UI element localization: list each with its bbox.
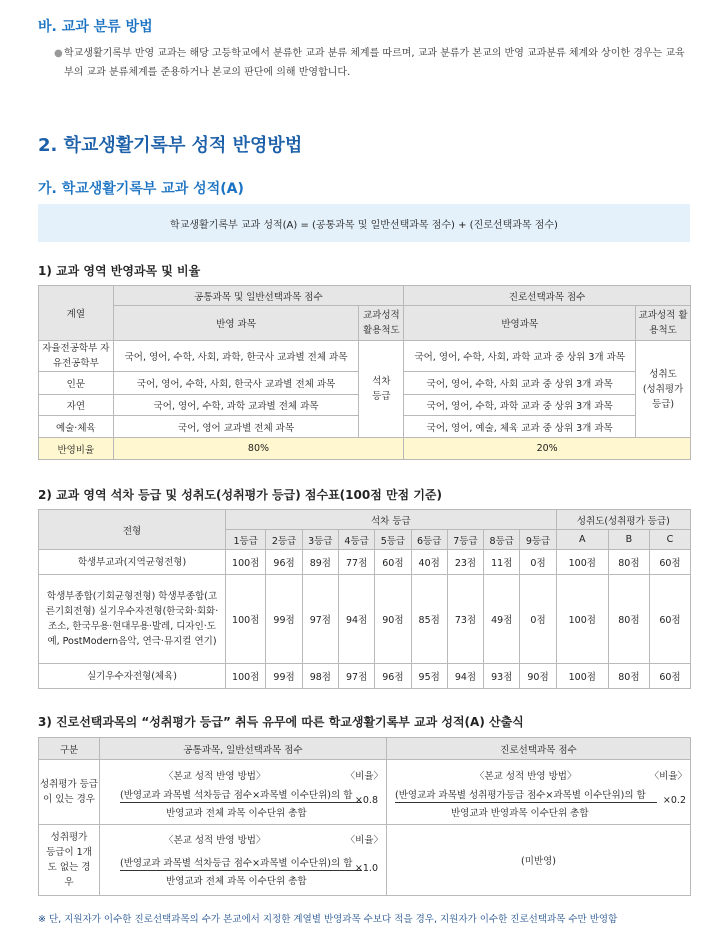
formula-text: 학교생활기록부 교과 성적(A) = (공통과목 및 일반선택과목 점수) + (진로선택과목 점수): [170, 219, 558, 231]
score-cell: 77점: [338, 550, 374, 575]
footnote: ※ 단, 지원자가 이수한 진로선택과목의 수가 본교에서 지정한 계열별 반영과목 수보다 적을 경우, 지원자가 이수한 진로선택과목 수만 반영함: [38, 914, 618, 925]
grade-header: 9등급: [520, 530, 556, 550]
common-subjects-cell: 국어, 영어, 수학, 과학 교과별 전체 과목: [113, 395, 359, 416]
th-subjects: 반영 과목: [113, 306, 359, 341]
bullet-dot-icon: ●: [54, 48, 63, 59]
formula-table: [38, 737, 691, 896]
career-subjects-cell: 국어, 영어, 예술, 체육 교과 중 상위 3개 과목: [404, 416, 636, 438]
score-cell: 95점: [411, 664, 447, 689]
fraction-line: [120, 870, 362, 871]
score-cell: 100점: [226, 550, 266, 575]
admission-type-cell: 학생부교과(지역균형전형): [39, 550, 226, 575]
score-cell: 60점: [649, 575, 690, 664]
grade-header: C: [649, 530, 690, 550]
score-cell: 97점: [302, 575, 338, 664]
score-cell: 23점: [447, 550, 483, 575]
score-cell: 49점: [484, 575, 520, 664]
score-cell: 85점: [411, 575, 447, 664]
not-applied-cell: (미반영): [387, 825, 691, 896]
method-label: 〈본교 성적 반영 방법〉: [475, 771, 577, 782]
row-label-with-grade: 성취평가 등급이 있는 경우: [39, 760, 100, 825]
common-subjects-cell: 국어, 영어, 수학, 사회, 한국사 교과별 전체 과목: [113, 372, 359, 395]
table-row: [39, 575, 691, 664]
score-table: [38, 509, 691, 689]
fraction-denominator: 반영교과 전체 과목 이수단위 총합: [166, 876, 307, 887]
score-cell: 80점: [608, 575, 649, 664]
th-metric-career: 교과성적 활용척도: [636, 306, 691, 341]
th-subjects-career: 반영과목: [404, 306, 636, 341]
section-ga-title: 가. 학교생활기록부 교과 성적(A): [38, 181, 244, 197]
fraction-line: [395, 802, 657, 803]
ratio-label: 〈비율〉: [345, 771, 383, 782]
score-cell: 80점: [608, 550, 649, 575]
th-common-score: 공통과목, 일반선택과목 점수: [100, 738, 387, 760]
grade-header: 1등급: [226, 530, 266, 550]
th-common: 공통과목 및 일반선택과목 점수: [113, 286, 404, 306]
track-cell: 인문: [39, 372, 114, 395]
score-cell: 60점: [375, 550, 411, 575]
score-cell: 89점: [302, 550, 338, 575]
th-rank: 석차 등급: [226, 510, 557, 530]
row-label-without-grade: 성취평가 등급이 1개도 없는 경우: [39, 825, 100, 896]
grade-header: 7등급: [447, 530, 483, 550]
score-cell: 90점: [375, 575, 411, 664]
table-row: [39, 550, 691, 575]
track-cell: 예술·체육: [39, 416, 114, 438]
score-cell: 96점: [375, 664, 411, 689]
multiplier: ×0.8: [354, 795, 378, 806]
score-cell: 98점: [302, 664, 338, 689]
common-subjects-cell: 국어, 영어 교과별 전체 과목: [113, 416, 359, 438]
score-cell: 100점: [556, 664, 608, 689]
fraction-denominator: 반영교과 전체 과목 이수단위 총합: [166, 808, 307, 819]
grade-header: A: [556, 530, 608, 550]
section-ba-title: 바. 교과 분류 방법: [38, 19, 153, 35]
th-type: 전형: [39, 510, 226, 550]
score-cell: 94점: [447, 664, 483, 689]
score-cell: 73점: [447, 575, 483, 664]
score-cell: 99점: [266, 575, 302, 664]
ratio-common: 80%: [113, 438, 404, 460]
track-cell: 자율전공학부 자유전공학부: [39, 341, 114, 372]
grade-header: 4등급: [338, 530, 374, 550]
grade-header: 8등급: [484, 530, 520, 550]
method-label: 〈본교 성적 반영 방법〉: [164, 835, 266, 846]
metric-career-cell: 성취도 (성취평가 등급): [636, 341, 691, 438]
th-career: 진로선택과목 점수: [404, 286, 691, 306]
score-cell: 0점: [520, 575, 556, 664]
bullet-text: [54, 44, 694, 82]
ratio-career: 20%: [404, 438, 691, 460]
section2-title: 2. 학교생활기록부 성적 반영방법: [38, 135, 303, 156]
ratio-label: 〈비율〉: [649, 771, 687, 782]
career-subjects-cell: 국어, 영어, 수학, 과학 교과 중 상위 3개 과목: [404, 395, 636, 416]
score-cell: 11점: [484, 550, 520, 575]
formula-common-cell: [100, 760, 387, 825]
score-cell: 90점: [520, 664, 556, 689]
table1-title: 1) 교과 영역 반영과목 및 비율: [38, 264, 201, 278]
metric-common-cell: 석차 등급: [359, 341, 404, 438]
score-cell: 97점: [338, 664, 374, 689]
th-track: 계열: [39, 286, 114, 341]
grade-header: 3등급: [302, 530, 338, 550]
ratio-label: 반영비율: [39, 438, 114, 460]
score-cell: 80점: [608, 664, 649, 689]
score-cell: 40점: [411, 550, 447, 575]
formula-box: [38, 204, 690, 242]
table2-title: 2) 교과 영역 석차 등급 및 성취도(성취평가 등급) 점수표(100점 만점 기준): [38, 488, 442, 502]
multiplier: ×0.2: [662, 795, 686, 806]
common-subjects-cell: 국어, 영어, 수학, 사회, 과학, 한국사 교과별 전체 과목: [113, 341, 359, 372]
grade-header: 5등급: [375, 530, 411, 550]
score-cell: 99점: [266, 664, 302, 689]
career-subjects-cell: 국어, 영어, 수학, 사회, 과학 교과 중 상위 3개 과목: [404, 341, 636, 372]
fraction-numerator: (반영교과 과목별 석차등급 점수×과목별 이수단위)의 합: [120, 790, 353, 801]
score-cell: 93점: [484, 664, 520, 689]
score-cell: 60점: [649, 664, 690, 689]
grade-header: B: [608, 530, 649, 550]
score-cell: 96점: [266, 550, 302, 575]
ratio-label: 〈비율〉: [345, 835, 383, 846]
admission-type-cell: 학생부종합(기회균형전형) 학생부종합(고른기회전형) 실기우수자전형(한국화·회화·조소, 한국무용·현대무용·발레, 디자인·도예, PostModern음악, 연극·뮤지컬 연기): [39, 575, 226, 664]
table3-title: 3) 진로선택과목의 “성취평가 등급” 취득 유무에 따른 학교생활기록부 교과 성적(A) 산출식: [38, 715, 524, 729]
method-label: 〈본교 성적 반영 방법〉: [164, 771, 266, 782]
score-cell: 60점: [649, 550, 690, 575]
score-cell: 0점: [520, 550, 556, 575]
table-row: [39, 664, 691, 689]
score-cell: 100점: [556, 575, 608, 664]
score-cell: 100점: [226, 575, 266, 664]
formula-common-cell-2: [100, 825, 387, 896]
fraction-numerator: (반영교과 과목별 석차등급 점수×과목별 이수단위)의 합: [120, 858, 353, 869]
multiplier: ×1.0: [354, 863, 378, 874]
th-metric-common: 교과성적 활용척도: [359, 306, 404, 341]
fraction-denominator: 반영교과 반영과목 이수단위 총합: [451, 808, 589, 819]
fraction-numerator: (반영교과 과목별 성취평가등급 점수×과목별 이수단위)의 합: [395, 790, 646, 801]
score-cell: 100점: [226, 664, 266, 689]
career-subjects-cell: 국어, 영어, 수학, 사회 교과 중 상위 3개 과목: [404, 372, 636, 395]
formula-career-cell: [387, 760, 691, 825]
score-cell: 94점: [338, 575, 374, 664]
th-division: 구분: [39, 738, 100, 760]
score-cell: 100점: [556, 550, 608, 575]
admission-type-cell: 실기우수자전형(체육): [39, 664, 226, 689]
bullet-body: 학교생활기록부 반영 교과는 해당 고등학교에서 분류한 교과 분류 체계를 따르며, 교과 분류가 본교의 반영 교과분류 체계와 상이한 경우는 교육부의 교과 분류체계를 준용하거나 본교의 판단에 의해 반영합니다.: [64, 48, 685, 78]
fraction-line: [120, 802, 362, 803]
th-career-score: 진로선택과목 점수: [387, 738, 691, 760]
grade-header: 6등급: [411, 530, 447, 550]
grade-header: 2등급: [266, 530, 302, 550]
subjects-table: [38, 285, 691, 460]
track-cell: 자연: [39, 395, 114, 416]
th-achievement: 성취도(성취평가 등급): [556, 510, 690, 530]
